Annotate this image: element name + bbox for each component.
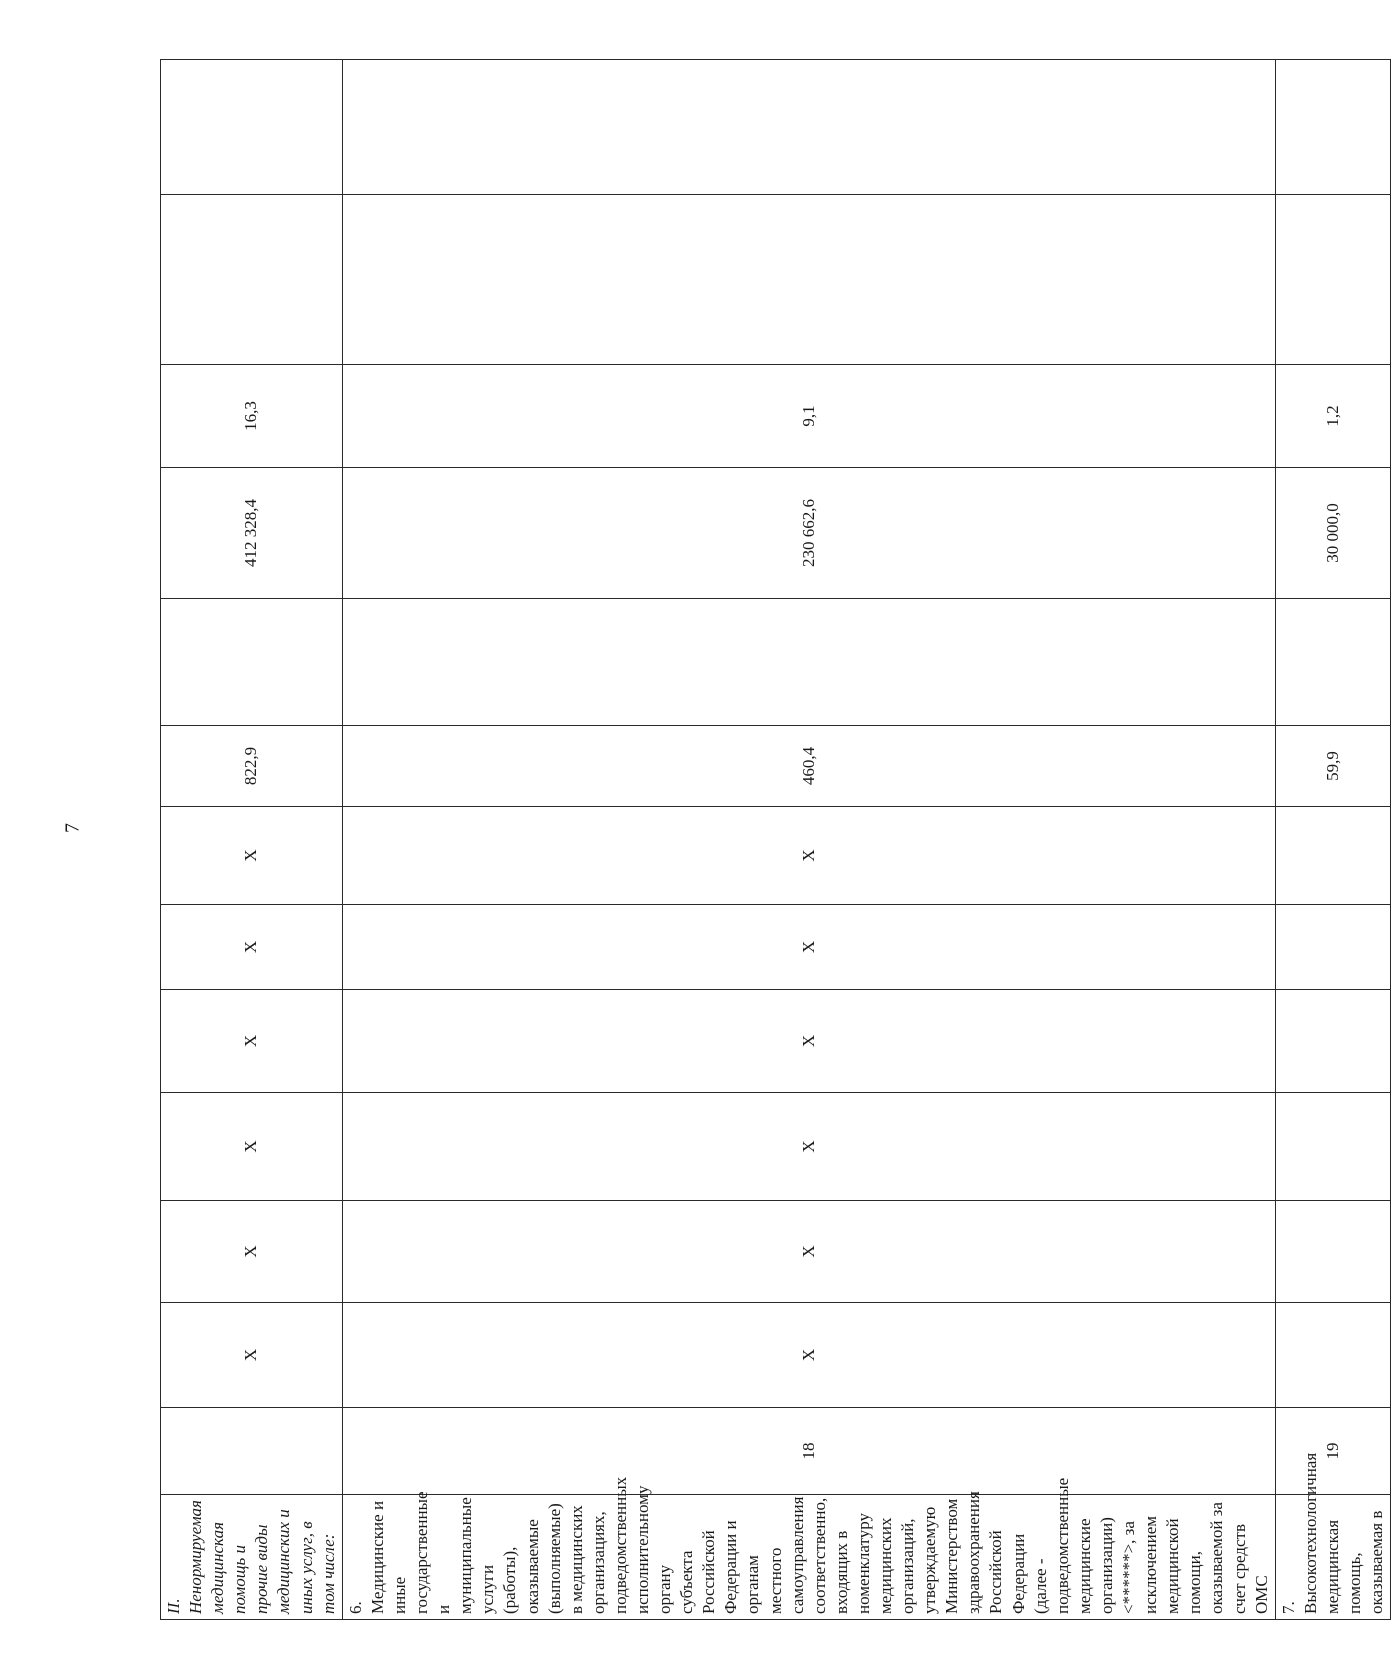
row-number — [161, 1408, 343, 1495]
table-cell: 9,1 — [342, 365, 1275, 468]
table-cell: X — [161, 807, 343, 905]
table-cell — [1275, 60, 1390, 195]
table-cell — [1275, 807, 1390, 905]
table-cell: X — [161, 1201, 343, 1303]
table-cell: 59,9 — [1275, 726, 1390, 807]
table-cell — [1275, 905, 1390, 990]
table-cell: 1,2 — [1275, 365, 1390, 468]
table-cell — [1275, 990, 1390, 1093]
table-cell — [161, 60, 343, 195]
financing-table — [160, 59, 1391, 1620]
table-cell: X — [161, 1303, 343, 1408]
table-cell: X — [342, 1303, 1275, 1408]
table-cell — [1275, 1201, 1390, 1303]
table-cell — [1275, 599, 1390, 726]
table-cell: 16,3 — [161, 365, 343, 468]
table-cell — [1275, 1303, 1390, 1408]
table-cell: 412 328,4 — [161, 468, 343, 599]
table-cell: X — [342, 905, 1275, 990]
table-cell: X — [342, 807, 1275, 905]
table-cell — [342, 60, 1275, 195]
row-number: 19 — [1275, 1408, 1390, 1495]
table-cell — [161, 195, 343, 365]
table-cell — [161, 599, 343, 726]
table-cell: X — [161, 990, 343, 1093]
table-cell: 30 000,0 — [1275, 468, 1390, 599]
table-cell: X — [161, 1093, 343, 1201]
rotated-table-wrapper — [160, 60, 1387, 1620]
table-cell — [1275, 195, 1390, 365]
page-number: 7 — [61, 823, 84, 833]
table-cell: X — [161, 905, 343, 990]
table-cell — [1275, 1093, 1390, 1201]
table-cell — [342, 599, 1275, 726]
table-cell: X — [342, 1093, 1275, 1201]
table-row — [161, 60, 343, 1620]
table-cell — [342, 195, 1275, 365]
row-label: II. Ненормируемая медицинская помощь и прочие виды медицинских и иных услуг, в том числе: — [161, 1495, 343, 1620]
row-label: 6. Медицинские и иные государственные и муниципальные услуги (работы), оказываемые (выполняемые) в медицинских организациях, подведомственных исполнительному органу субъекта Российской Федерации и органам местного самоуправления соответственно, входящих в номенклатуру медицинских организаций, утверждаемую Министерством здравоохранения Российской Федерации (далее - подведомственные медицинские организации) <******>, за исключением медицинской помощи, оказываемой за счет средств ОМС — [342, 1495, 1275, 1620]
table-row — [1275, 60, 1390, 1620]
table-row — [342, 60, 1275, 1620]
row-label: 7. Высокотехнологичная медицинская помощь, оказываемая в — [1275, 1495, 1390, 1620]
table-cell: X — [342, 1201, 1275, 1303]
table-cell: 460,4 — [342, 726, 1275, 807]
table-cell: 230 662,6 — [342, 468, 1275, 599]
row-number: 18 — [342, 1408, 1275, 1495]
table-cell: X — [342, 990, 1275, 1093]
table-cell: 822,9 — [161, 726, 343, 807]
